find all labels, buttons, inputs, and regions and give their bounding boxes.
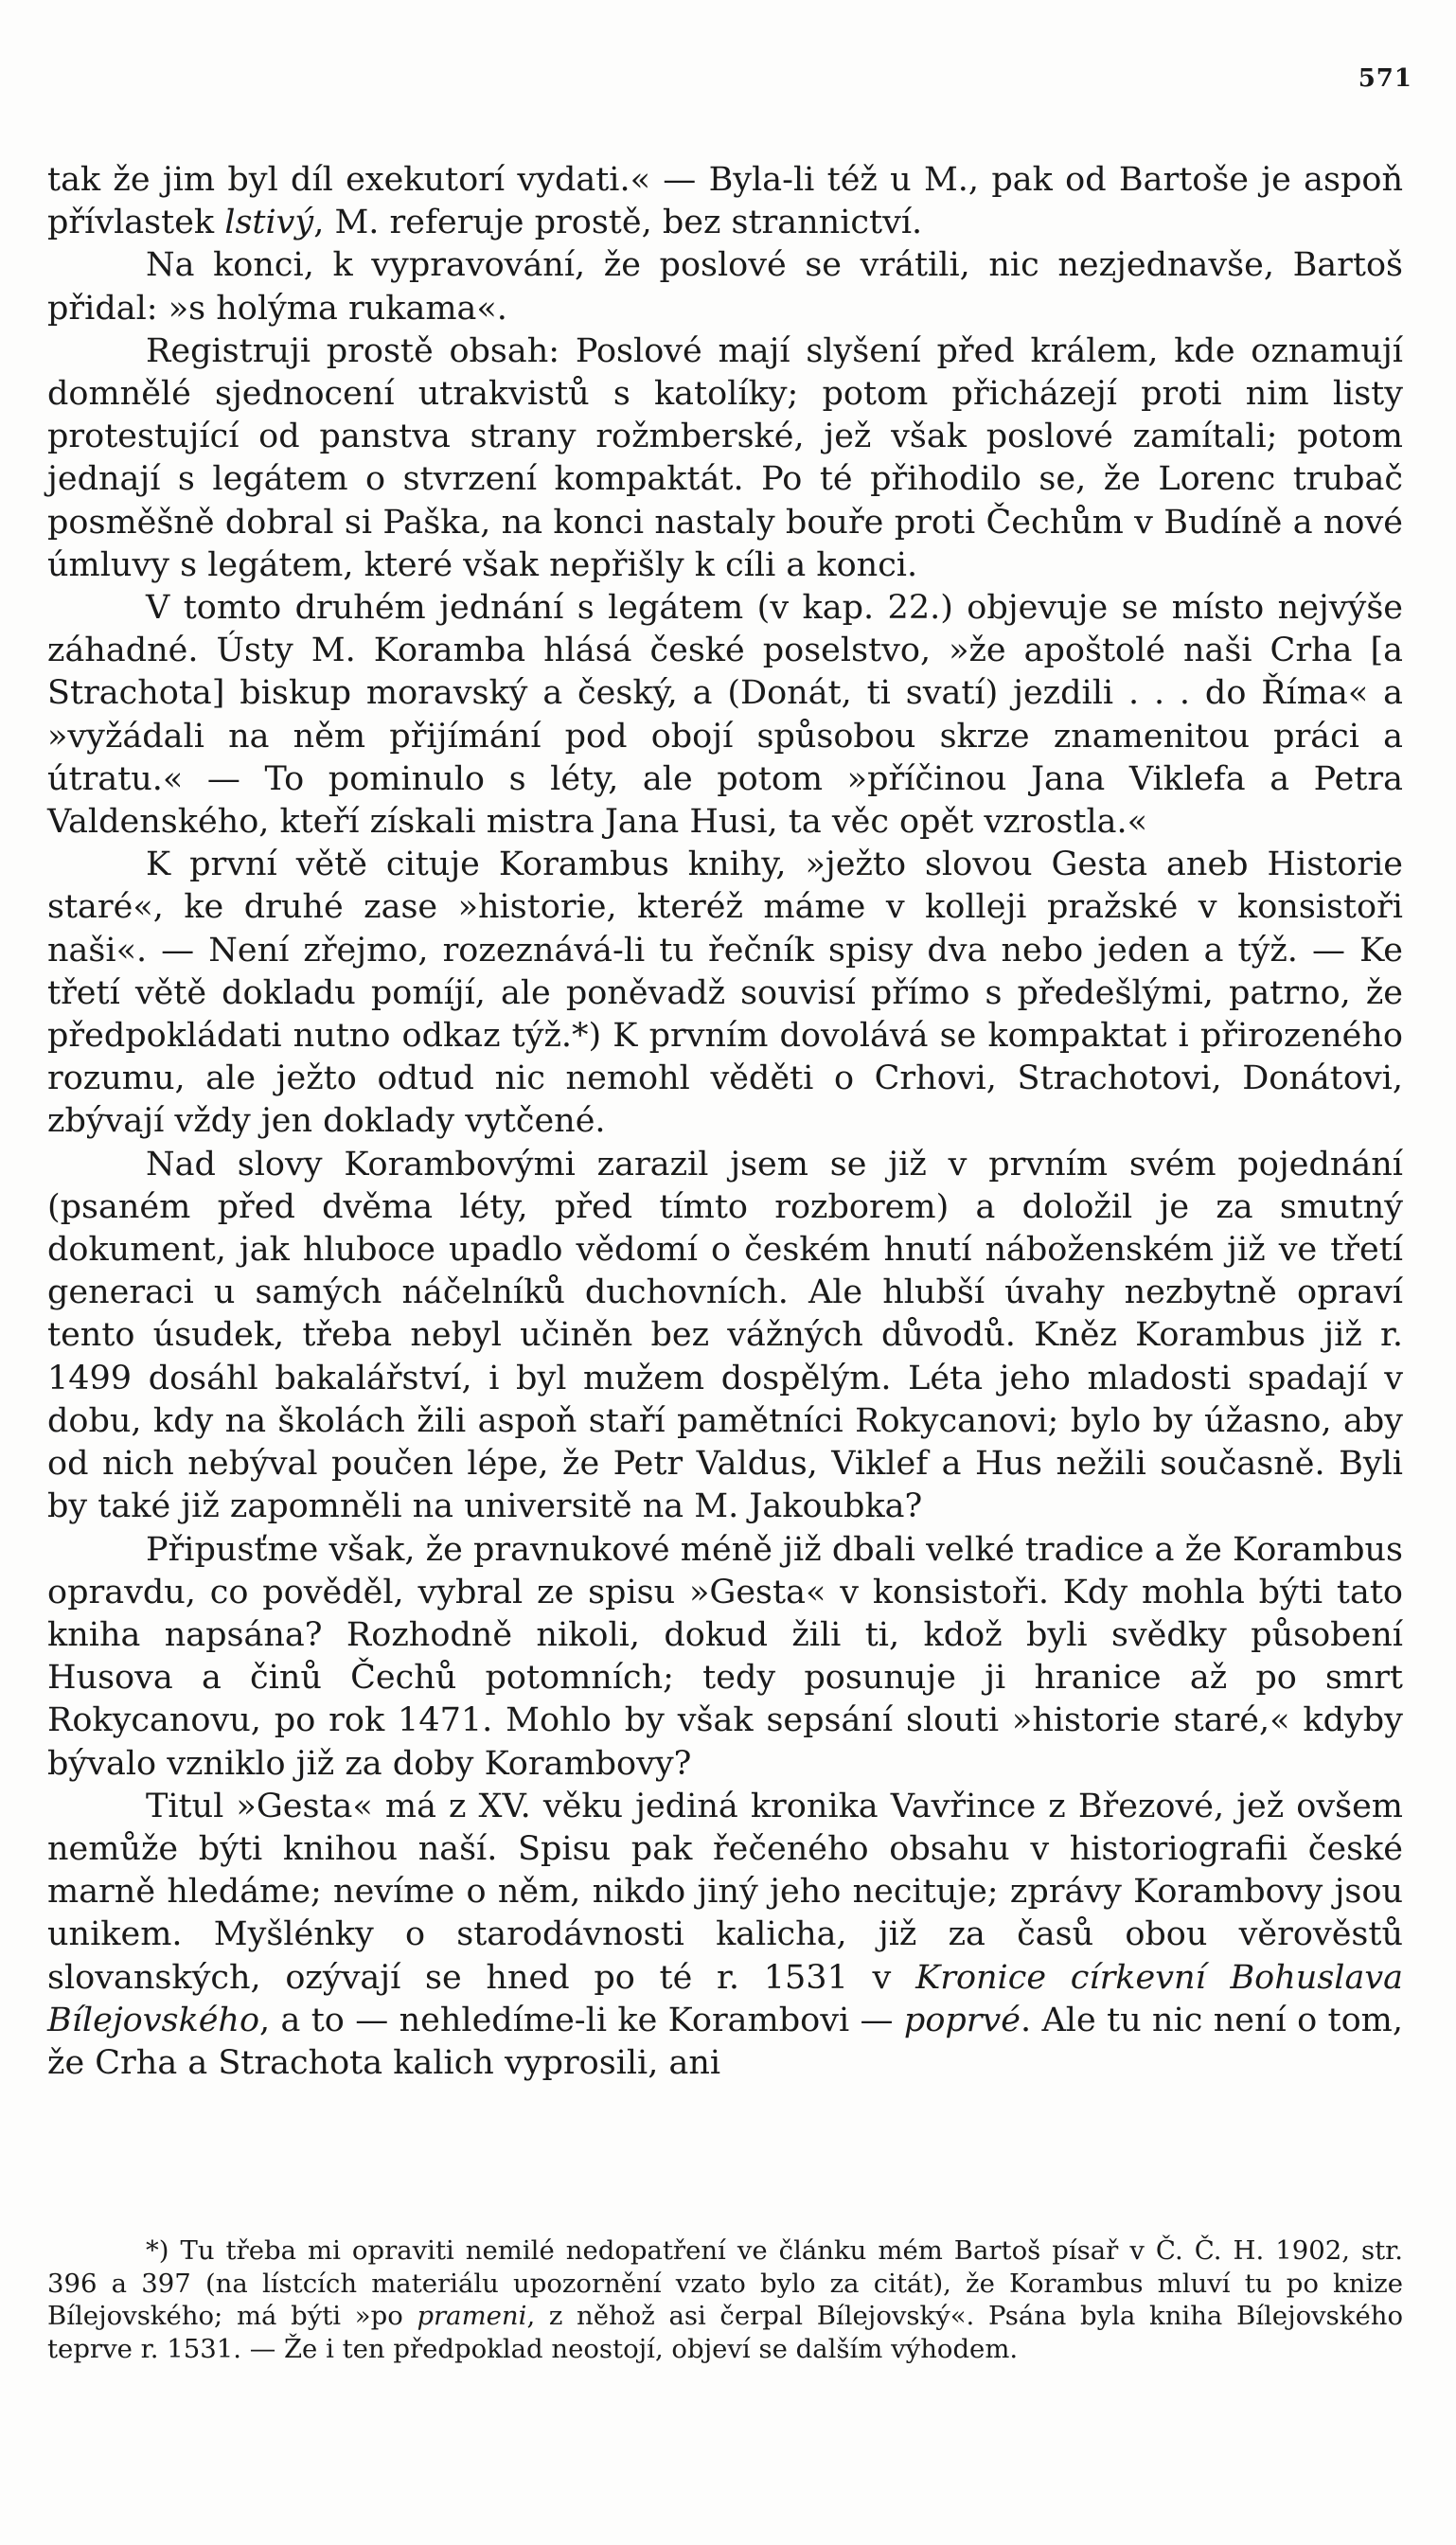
italic-text: poprvé bbox=[903, 2001, 1021, 2039]
paragraph: K první větě cituje Korambus knihy, »ježto slovou Gesta aneb Historie staré«, ke druhé zase »historie, kteréž máme v kolleji pražské v konsistoři naši«. — Není zřejmo, rozeznává-li tu řečník spisy dva nebo jeden a týž. — Ke třetí větě dokladu pomíjí, ale poněvadž souvisí přímo s předešlými, patrno, že předpokládati nutno odkaz týž.*) K prvním dovolává se kompaktat i přirozeného rozumu, ale ježto odtud nic nemohl věděti o Crhovi, Strachotovi, Donátovi, zbývají vždy jen doklady vytčené. bbox=[47, 845, 1403, 1141]
page-number: 571 bbox=[1358, 64, 1412, 93]
footnote bbox=[47, 2234, 1403, 2365]
paragraph: V tomto druhém jednání s legátem (v kap. 22.) objevuje se místo nejvýše záhadné. Ústy M. Koramba hlásá české poselstvo, »že apoštolé naši Crha [a Strachota] biskup moravský a český, a (Donát, ti svatí) jezdili . . . do Říma« a »vyžádali na něm přijímání pod obojí spůsobou skrze znamenitou práci a útratu.« — To pominulo s léty, ale potom »příčinou Jana Viklefa a Petra Valdenského, kteří získali mistra Jana Husi, ta věc opět vzrostla.« bbox=[47, 589, 1403, 842]
italic-text: lstivý bbox=[224, 204, 314, 242]
footnote-text: *) Tu třeba mi opraviti nemilé nedopatření ve článku mém Bartoš písař v Č. Č. H. 1902, str. 396 a 397 (na lístcích materiálu upozornění vzato bylo za citát), že Korambus mluví tu po knize Bílejovského; má býti »po prameni, z něhož asi čerpal Bílejovský«. Psána byla kniha Bílejovského teprve r. 1531. — Že i ten předpoklad neostojí, objeví se dalším výhodem. bbox=[47, 2235, 1404, 2364]
paragraph: Na konci, k vypravování, že poslové se vrátili, nic nezjednavše, Bartoš přidal: »s holýma rukama«. bbox=[47, 246, 1403, 328]
paragraph: Registruji prostě obsah: Poslové mají slyšení před králem, kde oznamují domnělé sjednocení utrakvistů s katolíky; potom přicházejí proti nim listy protestující od panstva strany rožmberské, jež však poslové zamítali; potom jednají s legátem o stvrzení kompaktát. Po té přihodilo se, že Lorenc trubač posměšně dobral si Paška, na konci nastaly bouře proti Čechům v Budíně a nové úmluvy s legátem, které však nepřišly k cíli a konci. bbox=[47, 331, 1403, 584]
paragraph: Titul »Gesta« má z XV. věku jediná kronika Vavřince z Březové, jež ovšem nemůže býti knihou naší. Spisu pak řečeného obsahu v historiografii české marně hledáme; nevíme o něm, nikdo jiný jeho necituje; zprávy Korambovy jsou unikem. Myšlénky o starodávnosti kalicha, již za časů obou věrověstů slovanských, ozývají se hned po té r. 1531 v Kronice církevní Bohuslava Bílejovského, a to — nehledíme-li ke Korambovi — poprvé. Ale tu nic není o tom, že Crha a Strachota kalich vyprosili, ani bbox=[47, 1787, 1403, 2082]
body-text bbox=[47, 159, 1403, 2085]
paragraph: Připusťme však, že pravnukové méně již dbali velké tradice a že Korambus opravdu, co pověděl, vybral ze spisu »Gesta« v konsistoři. Kdy mohla býti tato kniha napsána? Rozhodně nikoli, dokud žili ti, kdož byli svědky působení Husova a činů Čechů potomních; tedy posunuje ji hranice až po smrt Rokycanovu, po rok 1471. Mohlo by však sepsání slouti »historie staré,« kdyby bývalo vzniklo již za doby Korambovy? bbox=[47, 1530, 1403, 1783]
paragraph: tak že jim byl díl exekutorí vydati.« — Byla-li též u M., pak od Bartoše je aspoň přívlastek lstivý, M. referuje prostě, bez strannictví. bbox=[47, 161, 1403, 242]
paragraph: Nad slovy Korambovými zarazil jsem se již v prvním svém pojednání (psaném před dvěma léty, před tímto rozborem) a doložil je za smutný dokument, jak hluboce upadlo vědomí o českém hnutí náboženském již ve třetí generaci u samých náčelníků duchovních. Ale hlubší úvahy nezbytně opraví tento úsudek, třeba nebyl učiněn bez vážných důvodů. Kněz Korambus již r. 1499 dosáhl bakalářství, i byl mužem dospělým. Léta jeho mladosti spadají v dobu, kdy na školách žili aspoň staří pamětníci Rokycanovi; bylo by úžasno, aby od nich nebýval poučen lépe, že Petr Valdus, Viklef a Hus nežili současně. Byli by také již zapomněli na universitě na M. Jakoubka? bbox=[47, 1145, 1403, 1526]
italic-text: Kronice církevní Bohuslava Bílejovského bbox=[47, 1958, 1403, 2039]
italic-text: prameni bbox=[417, 2301, 527, 2331]
